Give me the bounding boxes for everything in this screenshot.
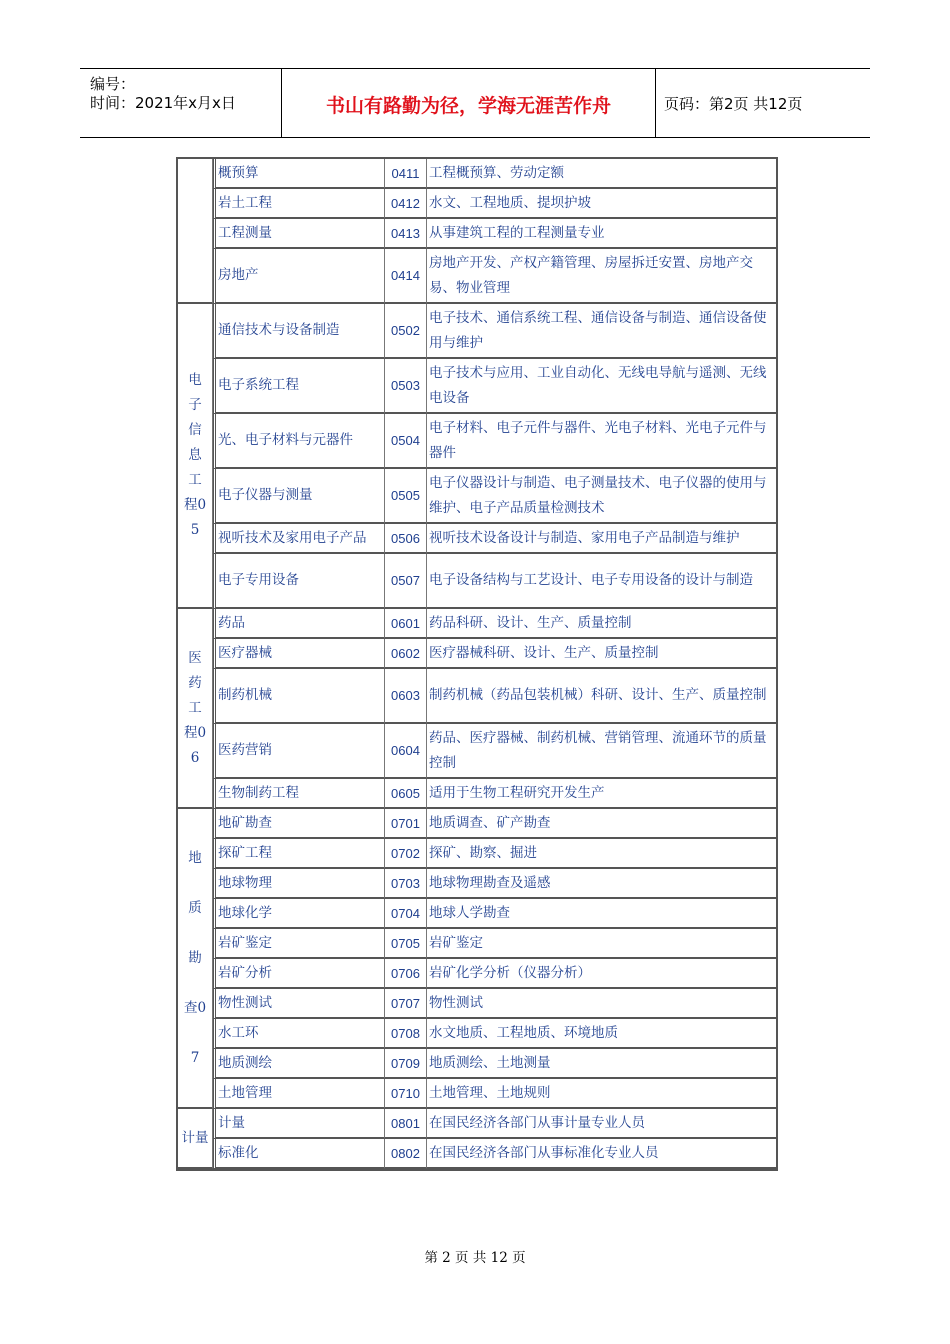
major-scope-cell: 探矿、勘察、掘进 xyxy=(427,839,776,869)
table-row xyxy=(178,359,776,414)
major-name-cell: 计量 xyxy=(213,1109,385,1139)
major-name-cell: 探矿工程 xyxy=(213,839,385,869)
major-name-cell: 通信技术与设备制造 xyxy=(213,304,385,359)
major-scope-cell: 岩矿化学分析（仪器分析） xyxy=(427,959,776,989)
major-name-cell: 视听技术及家用电子产品 xyxy=(213,524,385,554)
major-name-cell: 土地管理 xyxy=(213,1079,385,1109)
table-row xyxy=(178,189,776,219)
major-scope-cell: 在国民经济各部门从事计量专业人员 xyxy=(427,1109,776,1139)
major-code-cell: 0701 xyxy=(385,809,427,839)
category-cell xyxy=(178,159,213,304)
table-row xyxy=(178,159,776,189)
table-row xyxy=(178,809,776,839)
header-page-cell xyxy=(656,69,870,137)
major-scope-cell: 地质调查、矿产勘查 xyxy=(427,809,776,839)
table-row xyxy=(178,1139,776,1169)
major-scope-cell: 从事建筑工程的工程测量专业 xyxy=(427,219,776,249)
table-row xyxy=(178,1079,776,1109)
major-name-cell: 房地产 xyxy=(213,249,385,304)
major-scope-cell: 土地管理、土地规则 xyxy=(427,1079,776,1109)
major-scope-cell: 药品科研、设计、生产、质量控制 xyxy=(427,609,776,639)
table-row xyxy=(178,899,776,929)
major-name-cell: 光、电子材料与元器件 xyxy=(213,414,385,469)
major-scope-cell: 物性测试 xyxy=(427,989,776,1019)
major-code-cell: 0603 xyxy=(385,669,427,724)
major-name-cell: 地球化学 xyxy=(213,899,385,929)
major-scope-cell: 药品、医疗器械、制药机械、营销管理、流通环节的质量控制 xyxy=(427,724,776,779)
table-row xyxy=(178,639,776,669)
major-code-cell: 0412 xyxy=(385,189,427,219)
table-row xyxy=(178,669,776,724)
category-label: 计量 xyxy=(181,1129,209,1146)
major-code-cell: 0602 xyxy=(385,639,427,669)
major-code-cell: 0502 xyxy=(385,304,427,359)
major-code-cell: 0801 xyxy=(385,1109,427,1139)
major-name-cell: 工程测量 xyxy=(213,219,385,249)
table-row xyxy=(178,989,776,1019)
major-code-cell: 0604 xyxy=(385,724,427,779)
major-name-cell: 地矿勘查 xyxy=(213,809,385,839)
major-name-cell: 岩土工程 xyxy=(213,189,385,219)
major-code-cell: 0605 xyxy=(385,779,427,809)
major-scope-cell: 地球人学勘查 xyxy=(427,899,776,929)
major-name-cell: 电子专用设备 xyxy=(213,554,385,609)
motto-text: 书山有路勤为径，学海无涯苦作舟 xyxy=(325,95,611,117)
category-cell xyxy=(178,609,213,809)
major-name-cell: 生物制药工程 xyxy=(213,779,385,809)
table-row xyxy=(178,249,776,304)
major-code-cell: 0507 xyxy=(385,554,427,609)
major-code-cell: 0707 xyxy=(385,989,427,1019)
category-cell xyxy=(178,304,213,609)
category-cell xyxy=(178,809,213,1109)
major-code-cell: 0705 xyxy=(385,929,427,959)
major-name-cell: 医疗器械 xyxy=(213,639,385,669)
major-code-cell: 0702 xyxy=(385,839,427,869)
major-code-cell: 0802 xyxy=(385,1139,427,1169)
table-row xyxy=(178,779,776,809)
major-name-cell: 物性测试 xyxy=(213,989,385,1019)
major-scope-cell: 医疗器械科研、设计、生产、质量控制 xyxy=(427,639,776,669)
major-name-cell: 地质测绘 xyxy=(213,1049,385,1079)
major-name-cell: 医药营销 xyxy=(213,724,385,779)
table-row xyxy=(178,1019,776,1049)
table-row xyxy=(178,929,776,959)
table-row xyxy=(178,869,776,899)
table-row xyxy=(178,304,776,359)
table-row xyxy=(178,609,776,639)
major-scope-cell: 制药机械（药品包装机械）科研、设计、生产、质量控制 xyxy=(427,669,776,724)
major-name-cell: 电子仪器与测量 xyxy=(213,469,385,524)
major-code-table xyxy=(176,157,778,1171)
category-label: 医药工程06 xyxy=(183,649,207,766)
major-scope-cell: 岩矿鉴定 xyxy=(427,929,776,959)
table-row xyxy=(178,414,776,469)
category-label: 地质勘查07 xyxy=(183,850,207,1066)
major-name-cell: 岩矿鉴定 xyxy=(213,929,385,959)
major-code-cell: 0504 xyxy=(385,414,427,469)
table-row xyxy=(178,469,776,524)
major-name-cell: 电子系统工程 xyxy=(213,359,385,414)
table-row xyxy=(178,1109,776,1139)
major-name-cell: 药品 xyxy=(213,609,385,639)
major-code-cell: 0414 xyxy=(385,249,427,304)
major-scope-cell: 工程概预算、劳动定额 xyxy=(427,159,776,189)
major-name-cell: 概预算 xyxy=(213,159,385,189)
page-header xyxy=(80,68,870,138)
category-label: 电子信息工程05 xyxy=(183,372,207,538)
major-scope-cell: 视听技术设备设计与制造、家用电子产品制造与维护 xyxy=(427,524,776,554)
category-cell xyxy=(178,1109,213,1169)
major-scope-cell: 在国民经济各部门从事标准化专业人员 xyxy=(427,1139,776,1169)
major-scope-cell: 地质测绘、土地测量 xyxy=(427,1049,776,1079)
major-code-cell: 0709 xyxy=(385,1049,427,1079)
major-name-cell: 水工环 xyxy=(213,1019,385,1049)
major-name-cell: 地球物理 xyxy=(213,869,385,899)
table-row xyxy=(178,724,776,779)
major-code-cell: 0710 xyxy=(385,1079,427,1109)
major-code-cell: 0506 xyxy=(385,524,427,554)
major-name-cell: 岩矿分析 xyxy=(213,959,385,989)
table-row xyxy=(178,554,776,609)
major-scope-cell: 水文、工程地质、提坝护坡 xyxy=(427,189,776,219)
major-name-cell: 制药机械 xyxy=(213,669,385,724)
major-code-cell: 0505 xyxy=(385,469,427,524)
header-meta-cell xyxy=(80,69,281,137)
major-scope-cell: 电子技术与应用、工业自动化、无线电导航与遥测、无线电设备 xyxy=(427,359,776,414)
major-code-cell: 0411 xyxy=(385,159,427,189)
major-scope-cell: 地球物理勘查及遥感 xyxy=(427,869,776,899)
major-scope-cell: 水文地质、工程地质、环境地质 xyxy=(427,1019,776,1049)
major-code-cell: 0503 xyxy=(385,359,427,414)
major-code-cell: 0703 xyxy=(385,869,427,899)
major-code-cell: 0704 xyxy=(385,899,427,929)
major-code-cell: 0706 xyxy=(385,959,427,989)
table-row xyxy=(178,524,776,554)
major-scope-cell: 电子材料、电子元件与器件、光电子材料、光电子元件与器件 xyxy=(427,414,776,469)
major-scope-cell: 适用于生物工程研究开发生产 xyxy=(427,779,776,809)
major-code-cell: 0601 xyxy=(385,609,427,639)
major-scope-cell: 电子仪器设计与制造、电子测量技术、电子仪器的使用与维护、电子产品质量检测技术 xyxy=(427,469,776,524)
major-code-cell: 0413 xyxy=(385,219,427,249)
time-label: 时间：2021年x月x日 xyxy=(90,94,236,112)
table-row xyxy=(178,959,776,989)
major-code-cell: 0708 xyxy=(385,1019,427,1049)
table-row xyxy=(178,839,776,869)
serial-number-label: 编号： xyxy=(90,75,136,93)
major-name-cell: 标准化 xyxy=(213,1139,385,1169)
page-footer: 第 2 页 共 12 页 xyxy=(424,1250,526,1266)
page-number-info: 页码：第2页 共12页 xyxy=(664,95,803,113)
major-scope-cell: 房地产开发、产权产籍管理、房屋拆迁安置、房地产交易、物业管理 xyxy=(427,249,776,304)
table-row xyxy=(178,1049,776,1079)
table-row xyxy=(178,219,776,249)
major-scope-cell: 电子技术、通信系统工程、通信设备与制造、通信设备使用与维护 xyxy=(427,304,776,359)
major-scope-cell: 电子设备结构与工艺设计、电子专用设备的设计与制造 xyxy=(427,554,776,609)
header-motto-cell xyxy=(281,69,656,137)
